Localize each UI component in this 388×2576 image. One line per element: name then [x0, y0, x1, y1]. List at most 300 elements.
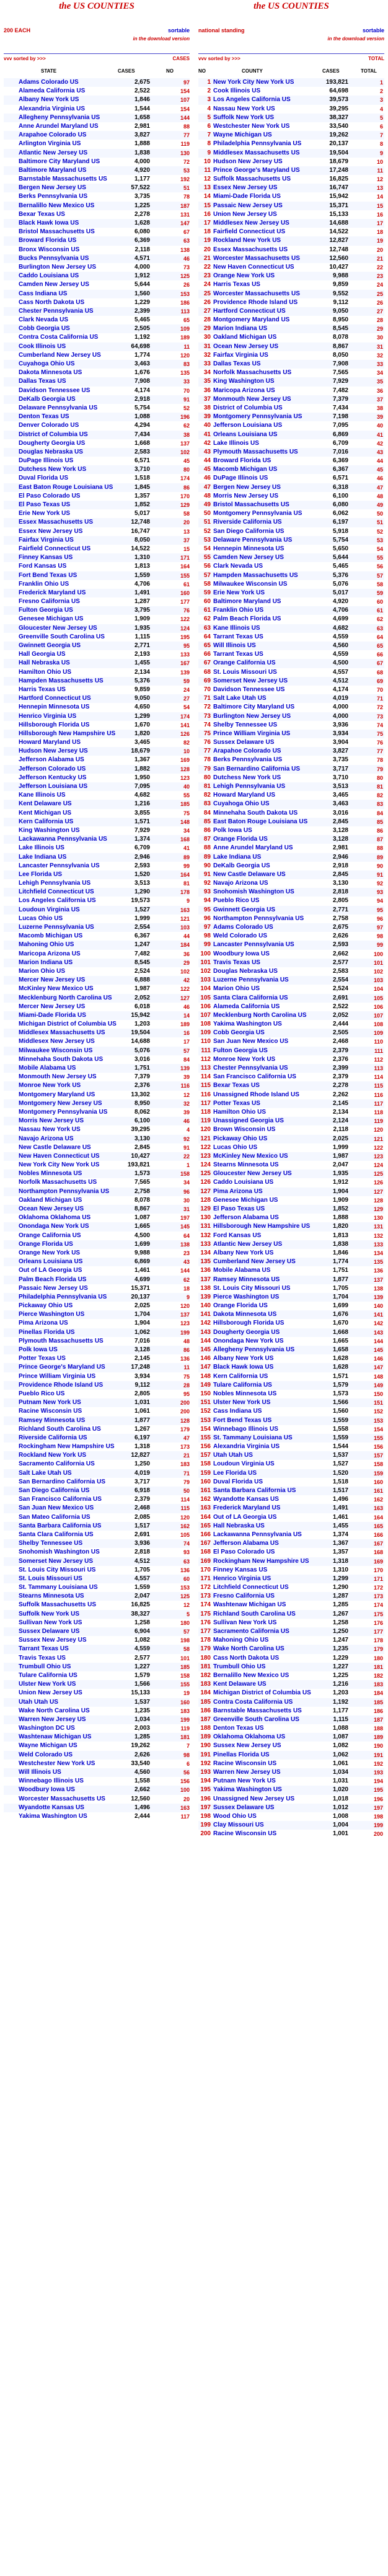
right-cell-county: Dougherty Georgia US	[213, 1328, 280, 1336]
right-cell-total: 109	[373, 1030, 383, 1037]
right-cell-total: 188	[373, 1725, 383, 1732]
left-table-row	[4, 694, 190, 703]
left-table-row	[4, 192, 190, 201]
right-table-row	[198, 950, 384, 959]
left-cell-cases: 7,908	[134, 378, 150, 385]
left-cell-total: 100	[180, 1787, 190, 1794]
left-cell-county: Northampton Pennsylvania US	[19, 1187, 110, 1195]
left-cell-county: Jefferson Alabama US	[19, 756, 84, 764]
right-cell-county: Ocean New Jersey US	[213, 342, 279, 350]
right-cell-total: 143	[373, 1329, 383, 1336]
left-cell-cases: 1,774	[134, 351, 150, 359]
right-cell-no: 128	[200, 1196, 211, 1204]
right-table-row	[198, 298, 384, 307]
right-cell-county: St. Tammany Louisiana US	[213, 1434, 293, 1441]
left-table-row	[4, 1319, 190, 1328]
right-cell-no: 127	[200, 1187, 211, 1195]
right-table-row	[198, 483, 384, 492]
right-cell-no: 36	[203, 387, 211, 394]
right-cell-county: Kent Delaware US	[213, 1681, 267, 1688]
left-cell-county: Passaic New Jersey US	[19, 1284, 88, 1292]
left-table-row	[4, 1196, 190, 1205]
left-cell-cases: 1,216	[134, 800, 150, 808]
left-cell-cases: 1,571	[134, 818, 150, 825]
right-cell-cases: 19,504	[329, 149, 348, 156]
right-cell-total: 51	[376, 519, 383, 526]
right-cell-no: 4	[207, 105, 211, 112]
right-cell-total: 153	[373, 1417, 383, 1424]
right-cell-total: 52	[376, 528, 383, 535]
left-table-row	[4, 1047, 190, 1055]
right-cell-total: 99	[376, 942, 383, 949]
right-cell-total: 140	[373, 1303, 383, 1310]
left-cell-cases: 7,379	[134, 1073, 150, 1081]
left-table-row	[4, 202, 190, 210]
right-cell-total: 26	[376, 299, 383, 306]
right-cell-cases: 1,877	[332, 1276, 348, 1283]
left-table-row	[4, 1742, 190, 1750]
right-table-row	[198, 1055, 384, 1064]
left-cell-cases: 2,522	[134, 87, 150, 95]
left-table-row	[4, 606, 190, 615]
left-cell-total: 135	[180, 370, 190, 377]
left-cell-total: 57	[183, 1047, 190, 1054]
right-cell-county: Hall Nebraska US	[213, 1522, 265, 1529]
right-cell-cases: 8,545	[332, 325, 348, 333]
right-table-row	[198, 474, 384, 483]
right-cell-no: 111	[201, 1047, 211, 1054]
left-table-row	[4, 1310, 190, 1319]
right-table-row	[198, 703, 384, 712]
left-cell-total: 17	[183, 1039, 190, 1045]
right-cell-total: 46	[376, 475, 383, 482]
right-cell-no: 136	[200, 1267, 211, 1274]
right-cell-no: 167	[200, 1540, 211, 1547]
right-cell-cases: 1,192	[332, 1698, 348, 1706]
left-cell-total: 14	[183, 1012, 190, 1019]
right-cell-county: Onondaga New York US	[213, 1337, 284, 1344]
right-cell-total: 163	[373, 1505, 383, 1512]
right-cell-total: 96	[376, 915, 383, 922]
right-cell-no: 102	[200, 967, 211, 975]
right-table-row	[198, 1293, 384, 1302]
left-cell-county: Cook Illinois US	[19, 342, 66, 350]
right-cell-no: 59	[203, 589, 211, 596]
right-cell-cases: 2,444	[332, 1021, 348, 1028]
right-cell-county: Michigan District of Columbia US	[213, 1689, 311, 1697]
right-cell-county: Frederick Maryland US	[213, 1505, 281, 1512]
right-table-row	[198, 1258, 384, 1266]
right-cell-no: 121	[200, 1135, 211, 1142]
left-cell-total: 11	[183, 1364, 190, 1371]
right-cell-total: 41	[376, 431, 383, 438]
right-cell-no: 189	[200, 1733, 211, 1741]
left-cell-total: 138	[180, 246, 190, 253]
left-header-state[interactable]: STATE	[41, 68, 57, 74]
left-cell-cases: 2,662	[134, 1786, 150, 1794]
left-table-row	[4, 298, 190, 307]
right-cell-county: Westchester New York US	[213, 122, 290, 130]
right-cell-cases: 1,031	[332, 1778, 348, 1785]
right-cell-total: 8	[379, 141, 383, 148]
left-table-row	[4, 1125, 190, 1134]
right-cell-no: 185	[200, 1698, 211, 1706]
left-cell-cases: 4,559	[134, 1645, 150, 1653]
right-cell-county: Santa Clara California US	[213, 994, 288, 1001]
left-cell-cases: 1,912	[134, 272, 150, 280]
right-table-row	[198, 333, 384, 342]
right-cell-county: Yakima Washington US	[213, 1021, 282, 1028]
left-cell-county: Jefferson Colorado US	[19, 765, 86, 772]
right-cell-total: 112	[374, 1056, 383, 1063]
left-table-row	[4, 826, 190, 835]
right-table-row	[198, 1073, 384, 1081]
right-cell-total: 184	[373, 1690, 383, 1697]
right-cell-cases: 1,935	[332, 1170, 348, 1178]
right-cell-county: Denton Texas US	[213, 1725, 264, 1732]
left-cell-cases: 19,573	[131, 897, 150, 905]
left-cell-total: 20	[183, 519, 190, 526]
left-table-row	[4, 1187, 190, 1196]
left-header-cases[interactable]: CASES	[118, 68, 135, 74]
right-cell-no: 90	[203, 862, 211, 869]
right-table-row	[198, 1099, 384, 1108]
right-table-row	[198, 967, 384, 976]
right-cell-county: Woodbury Iowa US	[213, 950, 270, 957]
right-cell-total: 90	[376, 862, 383, 869]
left-cell-county: Frederick Maryland US	[19, 589, 86, 596]
left-cell-county: Will Illinois US	[19, 1769, 61, 1776]
right-cell-cases: 2,047	[332, 1161, 348, 1169]
left-cell-county: Morris New Jersey US	[19, 1117, 84, 1125]
left-cell-total: 92	[183, 1135, 190, 1142]
right-cell-county: Unassigned New Jersey US	[213, 1795, 295, 1802]
right-cell-county: Putnam New York US	[213, 1778, 276, 1785]
right-cell-cases: 5,076	[332, 580, 348, 588]
left-cell-cases: 18,679	[131, 748, 150, 755]
right-cell-county: Racine Wisconsin US	[213, 1830, 277, 1838]
left-download-note: in the download version	[133, 36, 190, 42]
right-cell-county: Orange Florida US	[213, 1302, 268, 1310]
right-cell-cases: 4,000	[332, 712, 348, 720]
right-cell-cases: 1,527	[332, 1460, 348, 1468]
right-cell-county: Harris Texas US	[213, 281, 260, 288]
left-cell-total: 22	[183, 1153, 190, 1160]
right-cell-county: Douglas Nebraska US	[213, 967, 278, 975]
left-cell-total: 189	[180, 1021, 190, 1028]
left-cell-total: 21	[183, 1452, 190, 1459]
right-cell-total: 119	[374, 1118, 383, 1125]
right-cell-total: 139	[373, 1294, 383, 1300]
left-cell-total: 177	[180, 599, 190, 606]
left-table-row	[4, 1442, 190, 1451]
left-table-row	[4, 360, 190, 369]
left-cell-county: Bexar Texas US	[19, 210, 65, 218]
left-cell-total: 47	[183, 1434, 190, 1441]
left-cell-cases: 1,999	[134, 915, 150, 922]
left-cell-county: Alameda California US	[19, 87, 86, 95]
left-cell-county: Pierce Washington US	[19, 1311, 85, 1318]
left-cell-county: Oakland Michigan US	[19, 1196, 82, 1204]
right-cell-total: 100	[373, 950, 383, 957]
right-cell-total: 147	[373, 1364, 383, 1371]
right-cell-cases: 8,078	[332, 334, 348, 341]
right-cell-county: Wake North Carolina US	[213, 1645, 284, 1653]
right-table-row	[198, 395, 384, 404]
right-cell-total: 127	[373, 1188, 383, 1195]
right-cell-cases: 1,177	[332, 1707, 348, 1714]
left-cell-county: Salt Lake Utah US	[19, 1469, 72, 1477]
right-cell-no: 132	[200, 1232, 211, 1239]
right-cell-no: 125	[200, 1170, 211, 1178]
right-cell-cases: 20,137	[329, 140, 348, 148]
left-table-row	[4, 342, 190, 351]
left-table-row	[4, 210, 190, 219]
right-table-row	[198, 1372, 384, 1381]
left-cell-total: 122	[180, 616, 190, 623]
right-cell-county: San Juan New Mexico US	[213, 1038, 289, 1045]
right-table-row	[198, 1548, 384, 1557]
right-cell-no: 93	[203, 888, 211, 896]
left-cell-total: 1	[186, 1162, 190, 1169]
left-header-total[interactable]: NO	[166, 68, 174, 74]
left-cell-cases: 3,934	[134, 1372, 150, 1380]
right-cell-county: Will Illinois US	[213, 642, 256, 649]
left-cell-cases: 2,593	[134, 862, 150, 869]
right-table-row	[198, 1795, 384, 1804]
right-cell-no: 124	[200, 1161, 211, 1169]
left-table-row	[4, 633, 190, 642]
left-cell-cases: 3,827	[134, 132, 150, 139]
left-cell-total: 160	[180, 1699, 190, 1706]
right-cell-county: Brown Wisconsin US	[213, 1126, 276, 1134]
left-cell-total: 6	[186, 1760, 190, 1767]
left-cell-county: Woodbury Iowa US	[19, 1786, 75, 1794]
left-cell-county: Minnehaha South Dakota US	[19, 1055, 104, 1063]
right-cell-no: 141	[200, 1311, 211, 1318]
left-table-row	[4, 1654, 190, 1663]
right-sortable-label[interactable]: sortable	[362, 27, 384, 34]
left-cell-cases: 3,465	[134, 739, 150, 746]
right-cell-county: Luzerne Pennsylvania US	[213, 977, 289, 984]
left-table-row	[4, 1434, 190, 1442]
right-table-row	[198, 879, 384, 888]
right-table-row	[198, 1390, 384, 1398]
left-cell-total: 167	[180, 660, 190, 667]
right-cell-cases: 1,699	[332, 1302, 348, 1310]
right-cell-cases: 1,299	[332, 1575, 348, 1582]
right-cell-county: Wayne Michigan US	[213, 132, 272, 139]
right-cell-no: 30	[203, 334, 211, 341]
left-cell-total: 63	[183, 238, 190, 244]
right-header-cases[interactable]: CASES	[322, 68, 340, 74]
right-cell-county: Rockland New York US	[213, 237, 281, 244]
left-cell-county: Broward Florida US	[19, 237, 77, 244]
left-table-row	[4, 941, 190, 949]
left-table-row	[4, 1698, 190, 1707]
right-cell-cases: 1,008	[332, 1812, 348, 1820]
right-cell-cases: 4,557	[332, 668, 348, 676]
left-cell-county: Chester Pennsylvania US	[19, 307, 94, 315]
left-cell-county: Gwinnett Georgia US	[19, 642, 81, 649]
left-cell-total: 99	[183, 862, 190, 869]
left-cell-county: Jefferson Kentucky US	[19, 774, 87, 781]
right-cell-total: 162	[373, 1496, 383, 1503]
right-header-total[interactable]: TOTAL	[361, 68, 377, 74]
left-cell-total: 187	[180, 202, 190, 209]
left-table-row	[4, 818, 190, 826]
right-cell-county: Chester Pennsylvania US	[213, 1065, 288, 1071]
left-cell-total: 128	[180, 1417, 190, 1424]
left-cell-total: 113	[180, 308, 190, 315]
right-cell-cases: 1,517	[332, 1487, 348, 1494]
right-cell-no: 22	[203, 263, 211, 271]
right-cell-no: 149	[200, 1381, 211, 1389]
right-cell-total: 13	[376, 185, 383, 192]
left-cell-total: 39	[183, 1109, 190, 1116]
right-cell-total: 160	[373, 1478, 383, 1485]
right-sorted-by-2: TOTAL	[368, 56, 384, 61]
right-table-row	[198, 562, 384, 571]
left-cell-county: Norfolk Massachusetts US	[19, 1179, 97, 1186]
right-cell-total: 6	[379, 123, 383, 130]
right-cell-county: Mahoning Ohio US	[213, 1637, 269, 1644]
right-cell-cases: 2,805	[332, 897, 348, 905]
left-cell-cases: 1,088	[134, 413, 150, 421]
right-cell-county: Prince William Virginia US	[213, 730, 291, 737]
right-cell-county: Albany New York US	[213, 1355, 274, 1362]
right-cell-county: Pinellas Florida US	[213, 1751, 270, 1758]
left-cell-county: Pickaway Ohio US	[19, 1302, 73, 1310]
right-cell-county: St. Louis City Missouri US	[213, 1284, 291, 1292]
right-cell-county: Macomb Michigan US	[213, 466, 278, 473]
left-cell-total: 136	[180, 1356, 190, 1362]
left-cell-county: Finney Kansas US	[19, 554, 73, 561]
right-cell-cases: 10,427	[329, 263, 348, 271]
right-cell-county: Cass Indiana US	[213, 1408, 262, 1415]
left-table-row	[4, 853, 190, 862]
right-cell-no: 117	[200, 1099, 211, 1107]
right-cell-cases: 6,100	[332, 492, 348, 499]
right-cell-total: 131	[373, 1223, 383, 1230]
left-table-row	[4, 483, 190, 492]
left-cell-cases: 1,909	[134, 615, 150, 623]
left-cell-cases: 1,560	[134, 290, 150, 297]
right-cell-no: 89	[203, 853, 211, 861]
right-cell-county: Bristol Massachusetts US	[213, 501, 289, 508]
left-table-row	[4, 1055, 190, 1064]
left-table-row	[4, 1522, 190, 1531]
right-cell-county: Dutchess New York US	[213, 774, 281, 781]
left-cell-county: Litchfield Connecticut US	[19, 888, 94, 896]
right-cell-county: Montgomery Pennsylvania US	[213, 413, 302, 421]
right-cell-total: 151	[373, 1400, 383, 1407]
right-table-row	[198, 923, 384, 932]
right-header-county[interactable]: COUNTY	[242, 68, 263, 74]
right-cell-no: 94	[203, 897, 211, 905]
left-cell-total: 95	[183, 1390, 190, 1397]
left-table-row	[4, 1786, 190, 1794]
right-table-row	[198, 642, 384, 650]
right-cell-cases: 1,665	[332, 1337, 348, 1344]
right-cell-total: 134	[373, 1250, 383, 1256]
left-divider	[4, 53, 190, 54]
left-cell-total: 137	[180, 440, 190, 447]
right-cell-total: 115	[374, 1083, 383, 1089]
left-cell-cases: 15,371	[131, 1284, 150, 1292]
left-cell-total: 199	[180, 1716, 190, 1723]
right-cell-county: Jefferson Alabama US	[213, 1540, 279, 1547]
right-header-no[interactable]: NO	[198, 68, 206, 74]
right-table-body	[198, 78, 384, 1839]
right-cell-cases: 2,662	[332, 950, 348, 957]
left-cell-county: Erie New York US	[19, 510, 70, 517]
left-table-row	[4, 1751, 190, 1760]
left-cell-total: 124	[180, 625, 190, 632]
left-cell-county: Clark Nevada US	[19, 316, 69, 324]
right-table-row	[198, 1161, 384, 1169]
left-cell-cases: 1,579	[134, 1671, 150, 1679]
left-table-row	[4, 1627, 190, 1636]
left-cell-cases: 1,192	[134, 334, 150, 341]
right-cell-total: 48	[376, 493, 383, 499]
left-table-row	[4, 421, 190, 430]
left-table-row	[4, 976, 190, 985]
right-table-row	[198, 1442, 384, 1451]
left-cell-total: 160	[180, 589, 190, 596]
right-cell-county: Palm Beach Florida US	[213, 615, 281, 623]
right-table-row	[198, 738, 384, 747]
right-cell-cases: 6,318	[332, 483, 348, 491]
left-cell-total: 153	[180, 1585, 190, 1591]
right-table-row	[198, 96, 384, 104]
left-cell-county: San Mateo California US	[19, 1513, 90, 1521]
right-cell-total: 27	[376, 308, 383, 315]
right-table-row	[198, 1671, 384, 1680]
left-cell-cases: 5,644	[134, 281, 150, 288]
right-cell-total: 103	[373, 977, 383, 984]
left-cell-cases: 1,357	[134, 492, 150, 499]
left-cell-total: 105	[180, 1531, 190, 1538]
right-cell-no: 70	[203, 686, 211, 693]
right-cell-total: 154	[373, 1426, 383, 1433]
right-cell-no: 172	[200, 1584, 211, 1591]
right-cell-total: 181	[373, 1663, 383, 1670]
left-cell-cases: 1,227	[134, 1663, 150, 1670]
left-cell-total: 162	[180, 1523, 190, 1529]
left-cell-cases: 6,709	[134, 844, 150, 852]
right-cell-cases: 64,698	[329, 87, 348, 95]
right-cell-cases: 9,552	[332, 290, 348, 297]
left-cell-county: DuPage Illinois US	[19, 457, 74, 465]
left-cell-total: 78	[183, 194, 190, 200]
right-table-row	[198, 712, 384, 721]
right-cell-cases: 1,115	[333, 1715, 348, 1723]
right-table-row	[198, 387, 384, 395]
left-cell-county: Harris Texas US	[19, 686, 66, 693]
left-table-row	[4, 149, 190, 158]
left-table-row	[4, 1266, 190, 1275]
right-cell-cases: 2,524	[332, 985, 348, 993]
right-cell-county: Unassigned Georgia US	[213, 1117, 284, 1125]
left-sortable-label[interactable]: sortable	[167, 27, 190, 34]
right-cell-no: 24	[203, 281, 211, 288]
right-cell-county: Essex New Jersey US	[213, 184, 278, 192]
right-cell-cases: 2,505	[332, 1029, 348, 1037]
right-table-row	[198, 1047, 384, 1055]
left-cell-county: District of Columbia US	[19, 431, 88, 438]
right-cell-cases: 14,522	[329, 228, 348, 236]
